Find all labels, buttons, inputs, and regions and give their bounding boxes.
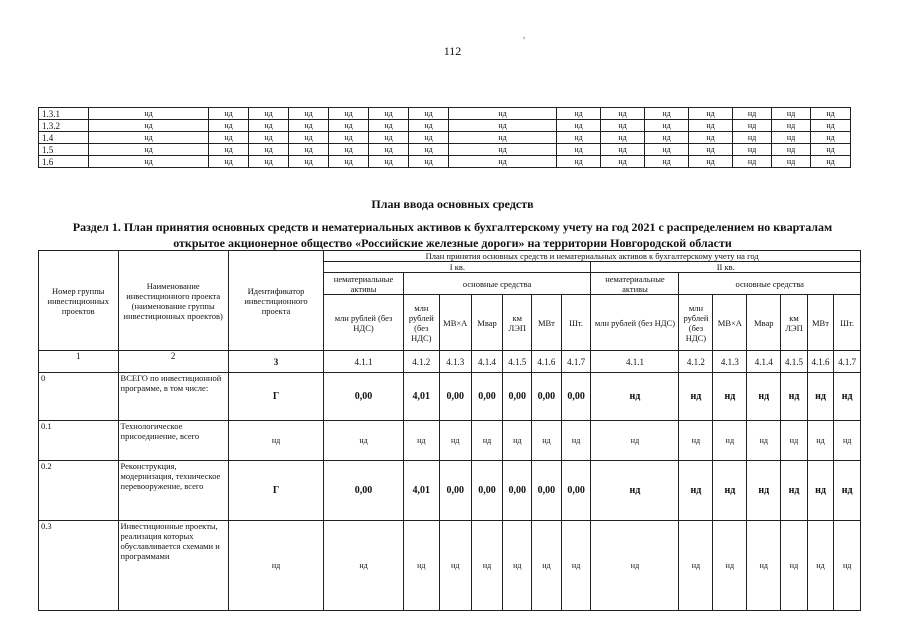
project-identifier: нд [228, 521, 323, 611]
value-cell: нд [834, 373, 861, 421]
unit-mvar: Мвар [471, 295, 503, 351]
cell: нд [209, 120, 249, 132]
cell: нд [557, 120, 601, 132]
value-cell: нд [591, 421, 679, 461]
cell: нд [557, 132, 601, 144]
value-cell: нд [679, 421, 713, 461]
table-row [39, 461, 861, 521]
unit-mva: МВ×А [713, 295, 747, 351]
column-number: 4.1.6 [532, 351, 562, 373]
header-q1-fixed-assets: основные средства [403, 273, 591, 295]
cell: нд [811, 108, 851, 120]
page-number: 112 [443, 44, 462, 58]
cell: нд [329, 144, 369, 156]
group-number: 0 [39, 373, 119, 421]
unit-mva: МВ×А [439, 295, 471, 351]
plan-title: План ввода основных средств [371, 197, 534, 211]
value-cell: 0,00 [439, 461, 471, 521]
cell: нд [645, 108, 689, 120]
cell: нд [811, 132, 851, 144]
cell: нд [289, 144, 329, 156]
value-cell: нд [834, 421, 861, 461]
value-cell: нд [713, 461, 747, 521]
stray-mark: , [523, 30, 526, 40]
cell: нд [449, 144, 557, 156]
cell: нд [772, 120, 811, 132]
value-cell: нд [532, 521, 562, 611]
header-q2: II кв. [591, 262, 861, 273]
unit-mln-rub: млн рублей (без НДС) [679, 295, 713, 351]
value-cell: нд [561, 421, 591, 461]
column-number: 4.1.1 [324, 351, 404, 373]
cell: нд [811, 120, 851, 132]
column-number-row [39, 351, 861, 373]
value-cell: нд [713, 421, 747, 461]
project-identifier: нд [228, 421, 323, 461]
project-name: Технологическое присоединение, всего [118, 421, 228, 461]
cell: нд [209, 108, 249, 120]
value-cell: нд [591, 521, 679, 611]
value-cell: нд [781, 421, 808, 461]
table-row [39, 373, 861, 421]
cell: нд [249, 156, 289, 168]
cell: нд [409, 120, 449, 132]
column-number: 4.1.4 [471, 351, 503, 373]
table-row [39, 120, 851, 132]
cell: нд [772, 132, 811, 144]
section-title: Раздел 1. План принятия основных средств и нематериальных активов к бухгалтерскому учету на год 2021 с распределением но кварталам открытое акционерное общество «Российские железные дороги» на территории Новгородской области [72, 220, 833, 250]
row-code: 1.5 [39, 144, 89, 156]
cell: нд [369, 132, 409, 144]
row-code: 1.3.2 [39, 120, 89, 132]
cell: нд [772, 108, 811, 120]
cell: нд [733, 108, 772, 120]
cell: нд [369, 156, 409, 168]
value-cell: нд [807, 521, 834, 611]
cell: нд [689, 120, 733, 132]
unit-mw: МВт [532, 295, 562, 351]
cell: нд [733, 156, 772, 168]
cell: нд [557, 156, 601, 168]
cell: нд [772, 144, 811, 156]
cell: нд [449, 156, 557, 168]
cell: нд [249, 144, 289, 156]
column-number: 4.1.6 [807, 351, 834, 373]
header-plan: План принятия основных средств и нематериальных активов к бухгалтерскому учету на год [324, 251, 861, 262]
cell: нд [89, 132, 209, 144]
value-cell: нд [679, 521, 713, 611]
value-cell: 0,00 [471, 461, 503, 521]
cell: нд [89, 156, 209, 168]
cell: нд [289, 108, 329, 120]
value-cell: нд [781, 373, 808, 421]
value-cell: нд [747, 521, 781, 611]
cell: нд [409, 144, 449, 156]
value-cell: нд [591, 373, 679, 421]
cell: нд [209, 144, 249, 156]
value-cell: 0,00 [503, 373, 532, 421]
cell: нд [89, 120, 209, 132]
value-cell: нд [324, 521, 404, 611]
value-cell: 0,00 [532, 461, 562, 521]
value-cell: 0,00 [561, 461, 591, 521]
row-code: 1.3.1 [39, 108, 89, 120]
value-cell: нд [403, 421, 439, 461]
cell: нд [601, 144, 645, 156]
cell: нд [369, 120, 409, 132]
cell: нд [209, 132, 249, 144]
plan-table [38, 250, 861, 611]
cell: нд [601, 120, 645, 132]
cell: нд [645, 156, 689, 168]
column-number: 1 [39, 351, 119, 373]
cell: нд [369, 108, 409, 120]
cell: нд [409, 132, 449, 144]
header-q1: I кв. [324, 262, 591, 273]
value-cell: нд [807, 461, 834, 521]
value-cell: нд [747, 373, 781, 421]
unit-pcs: Шт. [561, 295, 591, 351]
cell: нд [329, 120, 369, 132]
cell: нд [249, 132, 289, 144]
value-cell: нд [561, 521, 591, 611]
cell: нд [289, 120, 329, 132]
column-number: 2 [118, 351, 228, 373]
column-number: 4.1.5 [503, 351, 532, 373]
cell: нд [409, 108, 449, 120]
value-cell: 0,00 [439, 373, 471, 421]
value-cell: нд [781, 461, 808, 521]
column-number: 3 [228, 351, 323, 373]
cell: нд [329, 108, 369, 120]
cell: нд [811, 144, 851, 156]
row-code: 1.4 [39, 132, 89, 144]
value-cell: нд [781, 521, 808, 611]
unit-mln-rub: млн рублей (без НДС) [324, 295, 404, 351]
column-number: 4.1.3 [713, 351, 747, 373]
value-cell: нд [713, 521, 747, 611]
project-identifier: Г [228, 461, 323, 521]
header-q1-intangible: нематериальные активы [324, 273, 404, 295]
value-cell: 0,00 [324, 373, 404, 421]
header-group-number: Номер группы инвестиционных проектов [39, 251, 119, 351]
continuation-table [38, 107, 851, 168]
table-row [39, 144, 851, 156]
cell: нд [449, 108, 557, 120]
value-cell: нд [713, 373, 747, 421]
cell: нд [733, 144, 772, 156]
value-cell: нд [324, 421, 404, 461]
value-cell: нд [679, 461, 713, 521]
cell: нд [289, 156, 329, 168]
value-cell: нд [471, 521, 503, 611]
project-name: Реконструкция, модернизация, техническое перевооружение, всего [118, 461, 228, 521]
cell: нд [557, 144, 601, 156]
cell: нд [601, 132, 645, 144]
unit-mln-rub: млн рублей (без НДС) [403, 295, 439, 351]
cell: нд [689, 156, 733, 168]
header-row [39, 251, 861, 262]
cell: нд [645, 132, 689, 144]
cell: нд [249, 120, 289, 132]
unit-pcs: Шт. [834, 295, 861, 351]
column-number: 4.1.2 [679, 351, 713, 373]
cell: нд [89, 108, 209, 120]
value-cell: 0,00 [561, 373, 591, 421]
column-number: 4.1.2 [403, 351, 439, 373]
value-cell: нд [403, 521, 439, 611]
cell: нд [733, 132, 772, 144]
cell: нд [329, 132, 369, 144]
value-cell: нд [503, 421, 532, 461]
cell: нд [557, 108, 601, 120]
column-number: 4.1.5 [781, 351, 808, 373]
unit-km-lep: км ЛЭП [503, 295, 532, 351]
cell: нд [289, 132, 329, 144]
cell: нд [249, 108, 289, 120]
column-number: 4.1.7 [561, 351, 591, 373]
cell: нд [733, 120, 772, 132]
value-cell: нд [747, 421, 781, 461]
table-row [39, 156, 851, 168]
cell: нд [601, 156, 645, 168]
value-cell: 4,01 [403, 461, 439, 521]
value-cell: нд [471, 421, 503, 461]
value-cell: нд [834, 461, 861, 521]
plan-table-body [39, 251, 861, 611]
project-identifier: Г [228, 373, 323, 421]
header-q2-intangible: нематериальные активы [591, 273, 679, 295]
column-number: 4.1.1 [591, 351, 679, 373]
unit-mw: МВт [807, 295, 834, 351]
table-row [39, 421, 861, 461]
value-cell: нд [439, 521, 471, 611]
group-number: 0.1 [39, 421, 119, 461]
cell: нд [811, 156, 851, 168]
cell: нд [409, 156, 449, 168]
row-code: 1.6 [39, 156, 89, 168]
value-cell: нд [679, 373, 713, 421]
table-row [39, 132, 851, 144]
cell: нд [449, 120, 557, 132]
cell: нд [645, 144, 689, 156]
cell: нд [689, 132, 733, 144]
cell: нд [209, 156, 249, 168]
value-cell: 0,00 [532, 373, 562, 421]
value-cell: 4,01 [403, 373, 439, 421]
value-cell: нд [503, 521, 532, 611]
project-name: ВСЕГО по инвестиционной программе, в том числе: [118, 373, 228, 421]
cell: нд [89, 144, 209, 156]
value-cell: нд [591, 461, 679, 521]
project-name: Инвестиционные проекты, реализация которых обуславливается схемами и программами [118, 521, 228, 611]
value-cell: нд [807, 373, 834, 421]
table-row [39, 108, 851, 120]
value-cell: 0,00 [324, 461, 404, 521]
value-cell: нд [807, 421, 834, 461]
cell: нд [772, 156, 811, 168]
cell: нд [369, 144, 409, 156]
cell: нд [601, 108, 645, 120]
value-cell: нд [834, 521, 861, 611]
unit-mln-rub: млн рублей (без НДС) [591, 295, 679, 351]
value-cell: 0,00 [503, 461, 532, 521]
group-number: 0.2 [39, 461, 119, 521]
continuation-table-body [39, 108, 851, 168]
cell: нд [689, 144, 733, 156]
unit-km-lep: км ЛЭП [781, 295, 808, 351]
column-number: 4.1.4 [747, 351, 781, 373]
column-number: 4.1.7 [834, 351, 861, 373]
value-cell: нд [439, 421, 471, 461]
value-cell: нд [747, 461, 781, 521]
cell: нд [689, 108, 733, 120]
value-cell: нд [532, 421, 562, 461]
group-number: 0.3 [39, 521, 119, 611]
column-number: 4.1.3 [439, 351, 471, 373]
header-q2-fixed-assets: основные средства [679, 273, 861, 295]
table-row [39, 521, 861, 611]
cell: нд [329, 156, 369, 168]
header-identifier: Идентификатор инвестиционного проекта [228, 251, 323, 351]
value-cell: 0,00 [471, 373, 503, 421]
cell: нд [449, 132, 557, 144]
unit-mvar: Мвар [747, 295, 781, 351]
cell: нд [645, 120, 689, 132]
header-project-name: Наименование инвестиционного проекта (наименование группы инвестиционных проектов) [118, 251, 228, 351]
